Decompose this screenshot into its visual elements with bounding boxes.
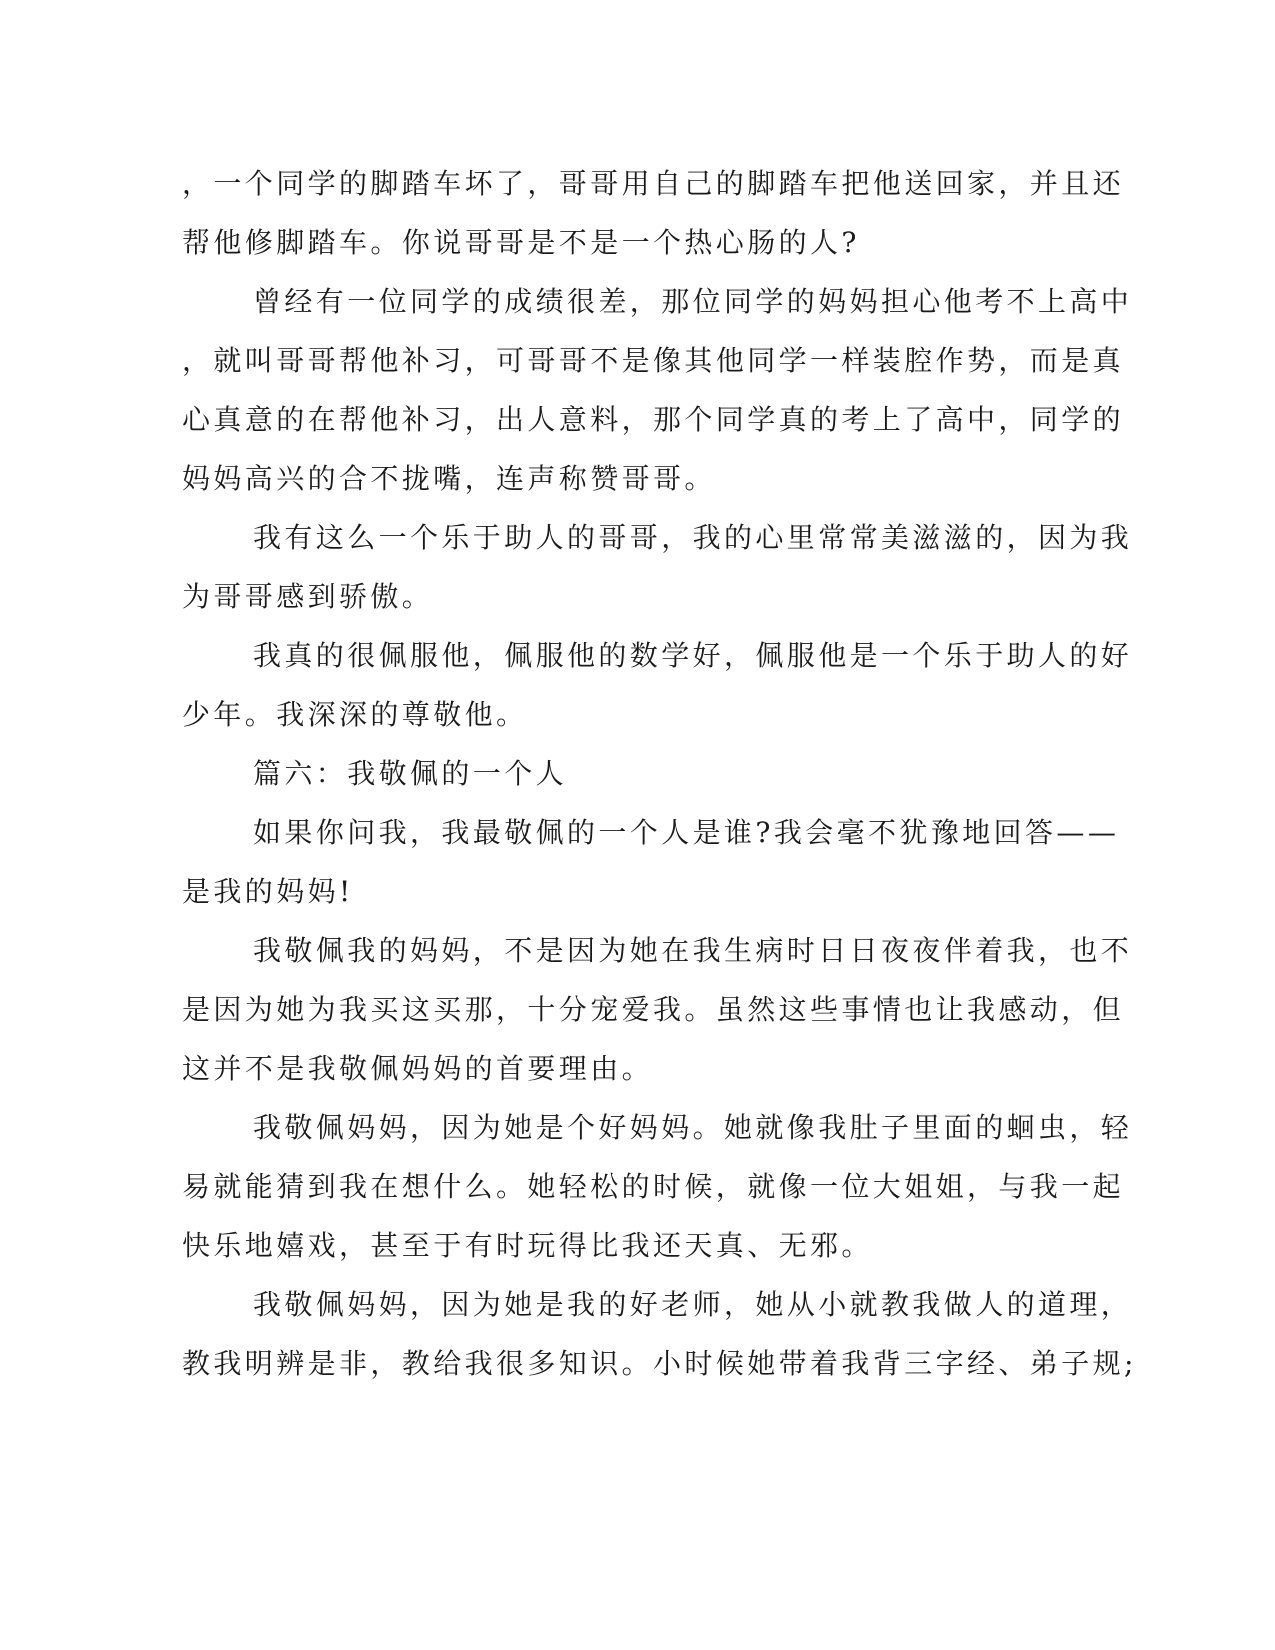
- text-line: 是我的妈妈!: [182, 875, 354, 908]
- text-line: 快乐地嬉戏，甚至于有时玩得比我还天真、无邪。: [182, 1229, 873, 1262]
- text-line: 教我明辨是非，教给我很多知识。小时候她带着我背三字经、弟子规;: [182, 1347, 1137, 1380]
- text-line: 心真意的在帮他补习，出人意料，那个同学真的考上了高中，同学的: [182, 403, 1125, 436]
- text-line: 我敬佩妈妈，因为她是我的好老师，她从小就教我做人的道理，: [253, 1288, 1133, 1321]
- text-line: 我敬佩妈妈，因为她是个好妈妈。她就像我肚子里面的蛔虫，轻: [253, 1111, 1133, 1144]
- text-line: 我有这么一个乐于助人的哥哥，我的心里常常美滋滋的，因为我: [253, 521, 1133, 554]
- text-line: 如果你问我，我最敬佩的一个人是谁?我会毫不犹豫地回答——: [253, 816, 1120, 849]
- text-line: 妈妈高兴的合不拢嘴，连声称赞哥哥。: [182, 462, 716, 495]
- text-line: 是因为她为我买这买那，十分宠爱我。虽然这些事情也让我感动，但: [182, 993, 1125, 1026]
- text-line: ，就叫哥哥帮他补习，可哥哥不是像其他同学一样装腔作势，而是真: [182, 344, 1125, 377]
- text-line: 这并不是我敬佩妈妈的首要理由。: [182, 1052, 654, 1085]
- text-line: 我真的很佩服他，佩服他的数学好，佩服他是一个乐于助人的好: [253, 639, 1133, 672]
- text-line: 为哥哥感到骄傲。: [182, 580, 434, 613]
- text-line: 少年。我深深的尊敬他。: [182, 698, 528, 731]
- text-line: 帮他修脚踏车。你说哥哥是不是一个热心肠的人?: [182, 226, 860, 259]
- body-text: [182, 154, 1137, 1393]
- text-line: 易就能猜到我在想什么。她轻松的时候，就像一位大姐姐，与我一起: [182, 1170, 1125, 1203]
- text-line: 曾经有一位同学的成绩很差，那位同学的妈妈担心他考不上高中: [253, 285, 1133, 318]
- text-line: 我敬佩我的妈妈，不是因为她在我生病时日日夜夜伴着我，也不: [253, 934, 1133, 967]
- section-heading: 篇六：我敬佩的一个人: [253, 757, 568, 790]
- text-line: ，一个同学的脚踏车坏了，哥哥用自己的脚踏车把他送回家，并且还: [182, 167, 1125, 200]
